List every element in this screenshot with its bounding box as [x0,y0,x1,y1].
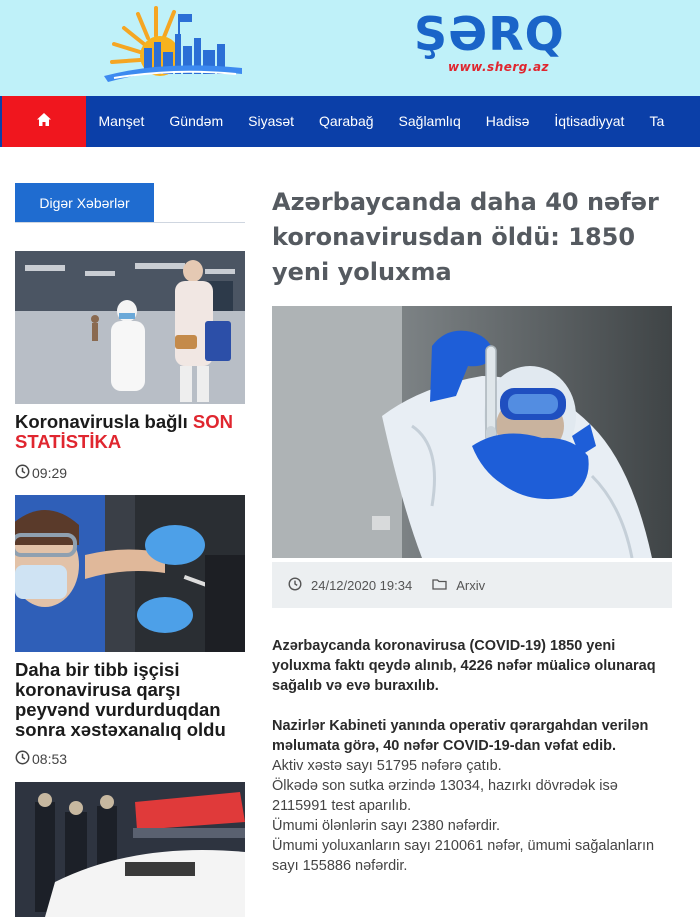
sidebar-news-image-3[interactable] [15,782,245,917]
article-line-1: Aktiv xəstə sayı 51795 nəfərə çatıb. [272,758,502,774]
news-title-text: Koronavirusla bağlı [15,411,193,432]
article-date-text: 24/12/2020 19:34 [311,577,413,593]
folder-icon [432,578,447,593]
sidebar-news-time-1 [15,464,67,482]
article-body [272,636,677,876]
sherg-logo[interactable] [414,6,614,82]
article-lead-2: Nazirlər Kabineti yanında operativ qərargahdan verilən məlumata görə, 40 nəfər COVID-19-dan vəfat edib. [272,718,649,754]
sidebar-news-title-1[interactable] [15,412,247,452]
sidebar-divider [15,222,245,223]
article-lead-1: Azərbaycanda koronavirusa (COVID-19) 1850 yeni yoluxma faktı qeydə alınıb, 4226 nəfər müalicə olunaraq sağalıb və evə buraxılıb. [272,638,656,694]
sidebar-news-time-2 [15,750,67,768]
article-line-4: Ümumi yoluxanların sayı 210061 nəfər, ümumi sağalanların sayı 155886 nəfərdir. [272,838,655,874]
sidebar-news-title-2[interactable]: Daha bir tibb işçisi koronavirusa qarşı peyvənd vurdurduqdan sonra xəstəxanalıq oldu [15,659,226,740]
logo-url: www.sherg.az [448,60,550,74]
nav-home-button[interactable] [2,96,86,147]
news-time-text: 08:53 [32,751,68,767]
article-meta-bar [272,562,672,608]
article-date [288,577,412,594]
article-category-text: Arxiv [456,577,486,593]
clock-icon [15,464,30,482]
nav-item-7[interactable]: Ta [649,113,665,129]
logo-title: ŞƏRQ [414,7,565,61]
nav-item-6[interactable]: İqtisadiyyat [554,113,625,129]
article-category-link[interactable] [432,578,485,593]
news-title-highlight: SON STATİSTİKA [15,411,233,452]
article-image [272,306,672,558]
article-line-3: Ümumi ölənlərin sayı 2380 nəfərdir. [272,818,501,834]
site-header [0,0,700,96]
nav-item-4[interactable]: Sağlamlıq [398,113,461,129]
home-icon [37,113,51,131]
nav-item-1[interactable]: Gündəm [169,113,224,129]
clock-icon [288,577,302,594]
sidebar-news-image-2[interactable] [15,495,245,652]
nav-items [86,96,677,147]
sidebar-news-image-1[interactable] [15,251,245,404]
main-nav [0,96,700,147]
other-news-button[interactable]: Digər Xəbərlər [15,183,154,223]
news-time-text: 09:29 [32,465,68,481]
nav-item-5[interactable]: Hadisə [485,113,530,129]
article-line-2: Ölkədə son sutka ərzində 13034, hazırkı dövrədək isə 2115991 test aparılıb. [272,778,618,814]
clock-icon [15,750,30,768]
nav-item-2[interactable]: Siyasət [248,113,295,129]
nav-item-3[interactable]: Qarabağ [319,113,374,129]
city-sun-logo[interactable] [104,4,246,84]
nav-item-0[interactable]: Manşet [98,113,145,129]
article-title: Azərbaycanda daha 40 nəfər koronavirusdan öldü: 1850 yeni yoluxma [272,188,659,286]
